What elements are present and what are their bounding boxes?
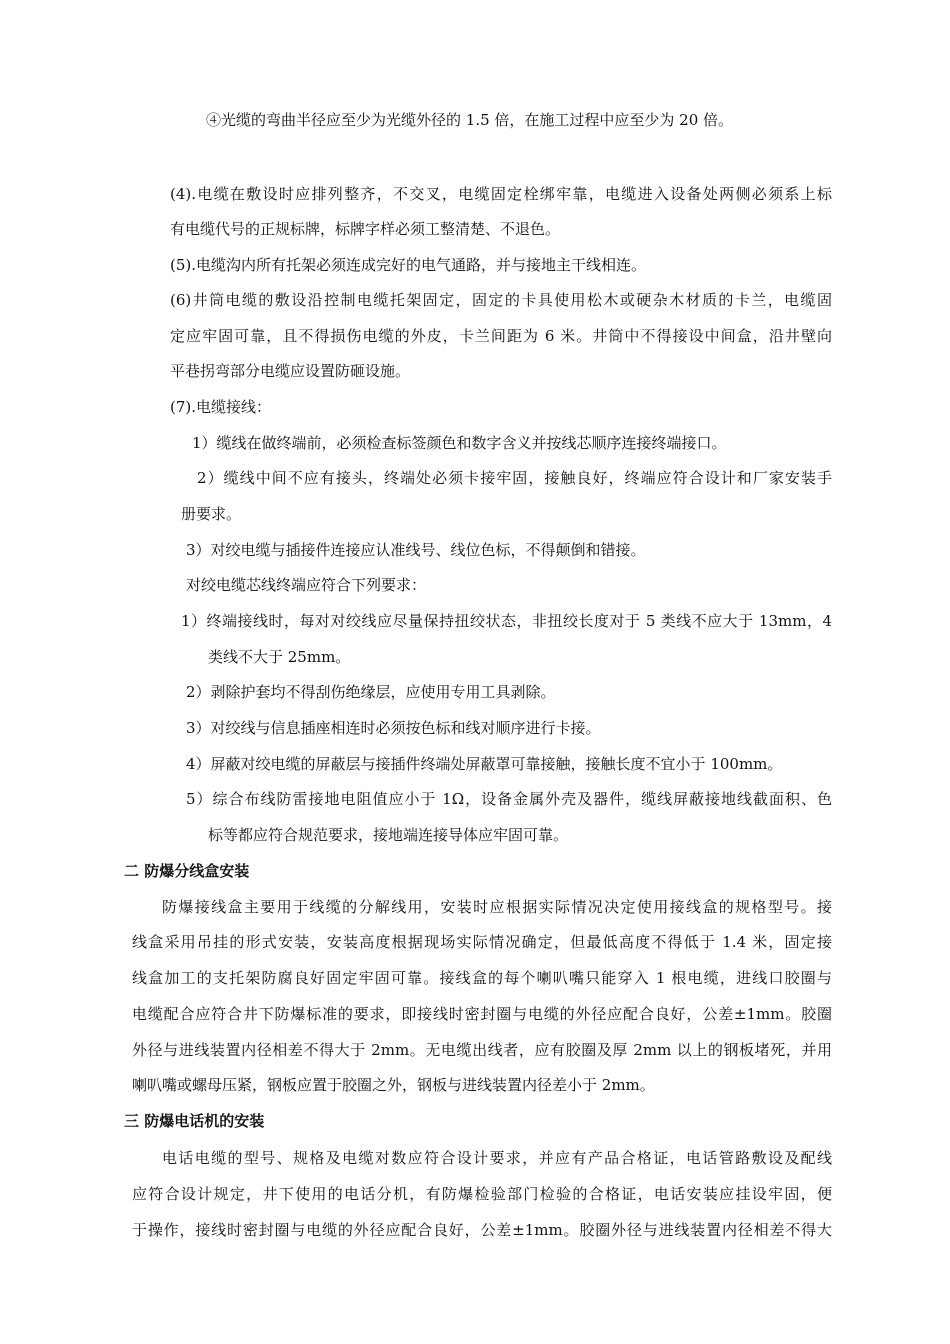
list-item-line: 标等都应符合规范要求，接地端连接导体应牢固可靠。 xyxy=(208,826,569,844)
paragraph-line: 有电缆代号的正规标牌，标牌字样必须工整清楚、不退色。 xyxy=(170,220,561,238)
paragraph-line: 电缆配合应符合井下防爆标准的要求，即接线时密封圈与电缆的外径应配合良好，公差±1mm。胶圈 xyxy=(132,1005,832,1023)
paragraph-line: 于操作，接线时密封圈与电缆的外径应配合良好，公差±1mm。胶圈外径与进线装置内径相差不得大 xyxy=(132,1221,832,1239)
list-item-line: 2）剥除护套均不得刮伤绝缘层，应使用专用工具剥除。 xyxy=(186,683,556,701)
paragraph-line: ④光缆的弯曲半径应至少为光缆外径的 1.5 倍，在施工过程中应至少为 20 倍。 xyxy=(206,111,734,129)
list-item-line: 1）缆线在做终端前，必须检查标签颜色和数字含义并按线芯顺序连接终端接口。 xyxy=(192,434,727,452)
paragraph-line: 定应牢固可靠，且不得损伤电缆的外皮，卡兰间距为 6 米。井筒中不得接设中间盒，沿井壁向 xyxy=(170,327,832,345)
paragraph-line: 线盒加工的支托架防腐良好固定牢固可靠。接线盒的每个喇叭嘴只能穿入 1 根电缆，进线口胶圈与 xyxy=(132,969,832,987)
paragraph-line: (4).电缆在敷设时应排列整齐，不交叉，电缆固定栓绑牢靠，电缆进入设备处两侧必须系上标 xyxy=(170,185,832,203)
list-item-line: 3）对绞电缆与插接件连接应认准线号、线位色标，不得颠倒和错接。 xyxy=(186,541,646,559)
paragraph-line: (7).电缆接线： xyxy=(170,398,272,416)
paragraph-line: 喇叭嘴或螺母压紧，钢板应置于胶圈之外，钢板与进线装置内径差小于 2mm。 xyxy=(132,1076,655,1094)
list-item-line: 4）屏蔽对绞电缆的屏蔽层与接插件终端处屏蔽罩可靠接触，接触长度不宜小于 100mm。 xyxy=(186,755,783,773)
paragraph-line: 电话电缆的型号、规格及电缆对数应符合设计要求，并应有产品合格证，电话管路敷设及配线 xyxy=(162,1149,832,1167)
list-item-line: 类线不大于 25mm。 xyxy=(208,648,351,666)
paragraph-line: 防爆接线盒主要用于线缆的分解线用，安装时应根据实际情况决定使用接线盒的规格型号。接 xyxy=(162,898,832,916)
list-item-line: 1）终端接线时，每对对绞线应尽量保持扭绞状态，非扭绞长度对于 5 类线不应大于 13mm，4 xyxy=(181,612,832,630)
paragraph-line: 应符合设计规定，井下使用的电话分机，有防爆检验部门检验的合格证，电话安装应挂设牢固，便 xyxy=(132,1185,832,1203)
list-item-line: 册要求。 xyxy=(181,505,242,523)
section-heading: 三 防爆电话机的安装 xyxy=(124,1112,265,1130)
list-item-line: 对绞电缆芯线终端应符合下列要求： xyxy=(186,576,427,594)
paragraph-line: 线盒采用吊挂的形式安装，安装高度根据现场实际情况确定，但最低高度不得低于 1.4 米，固定接 xyxy=(132,933,832,951)
paragraph-line: (6)井筒电缆的敷设沿控制电缆托架固定，固定的卡具使用松木或硬杂木材质的卡兰，电缆固 xyxy=(170,291,832,309)
paragraph-line: (5).电缆沟内所有托架必须连成完好的电气通路，并与接地主干线相连。 xyxy=(170,256,647,274)
paragraph-line: 外径与进线装置内径相差不得大于 2mm。无电缆出线者，应有胶圈及厚 2mm 以上的钢板堵死，并用 xyxy=(132,1041,832,1059)
list-item-line: 3）对绞线与信息插座相连时必须按色标和线对顺序进行卡接。 xyxy=(186,719,601,737)
section-heading: 二 防爆分线盒安装 xyxy=(124,862,250,880)
paragraph-line: 平巷拐弯部分电缆应设置防砸设施。 xyxy=(170,362,411,380)
list-item-line: 5）综合布线防雷接地电阻值应小于 1Ω，设备金属外壳及器件，缆线屏蔽接地线截面积、色 xyxy=(186,790,832,808)
list-item-line: 2）缆线中间不应有接头，终端处必须卡接牢固，接触良好，终端应符合设计和厂家安装手 xyxy=(197,469,832,487)
